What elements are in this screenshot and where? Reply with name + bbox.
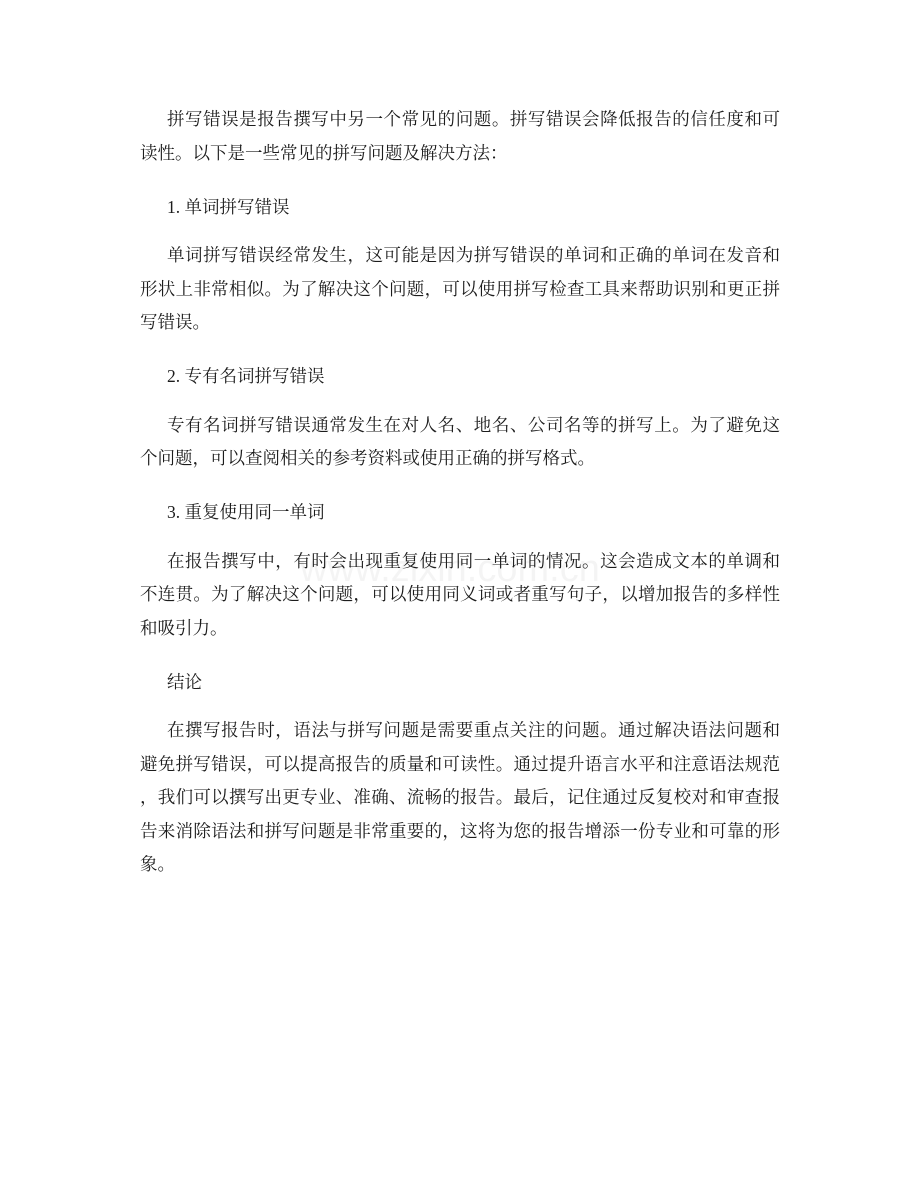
paragraph-line: ，我们可以撰写出更专业、准确、流畅的报告。最后，记住通过反复校对和审查报: [140, 787, 780, 807]
document-body: [140, 103, 780, 902]
section-heading-3: [140, 496, 780, 530]
section-heading-1: [140, 191, 780, 225]
heading-text: 结论: [167, 671, 202, 692]
section-3-paragraph: [140, 545, 780, 646]
paragraph-line: 写错误。: [140, 312, 210, 332]
paragraph-line: 不连贯。为了解决这个问题，可以使用同义词或者重写句子，以增加报告的多样性: [140, 584, 780, 604]
paragraph-line: 专有名词拼写错误通常发生在对人名、地名、公司名等的拼写上。为了避免这: [167, 414, 780, 435]
section-heading-2: [140, 360, 780, 394]
intro-paragraph: [140, 103, 780, 170]
paragraph-line: 形状上非常相似。为了解决这个问题，可以使用拼写检查工具来帮助识别和更正拼: [140, 278, 780, 299]
heading-text: 3. 重复使用同一单词: [167, 502, 325, 522]
conclusion-paragraph: [140, 714, 780, 882]
paragraph-line: 告来消除语法和拼写问题是非常重要的，这将为您的报告增添一份专业和可靠的形: [140, 820, 780, 841]
conclusion-heading: [140, 666, 780, 700]
heading-text: 1. 单词拼写错误: [167, 196, 290, 217]
paragraph-line: 单词拼写错误经常发生，这可能是因为拼写错误的单词和正确的单词在发音和: [167, 245, 780, 265]
paragraph-line: 和吸引力。: [140, 617, 228, 638]
paragraph-line: 读性。以下是一些常见的拼写问题及解决方法：: [140, 142, 508, 163]
paragraph-line: 象。: [140, 854, 175, 874]
heading-text: 2. 专有名词拼写错误: [167, 366, 325, 386]
paragraph-line: 拼写错误是报告撰写中另一个常见的问题。拼写错误会降低报告的信任度和可: [167, 109, 780, 129]
paragraph-line: 避免拼写错误，可以提高报告的质量和可读性。通过提升语言水平和注意语法规范: [140, 753, 780, 774]
section-2-paragraph: [140, 409, 780, 476]
paragraph-line: 在撰写报告时，语法与拼写问题是需要重点关注的问题。通过解决语法问题和: [167, 720, 780, 740]
paragraph-line: 个问题，可以查阅相关的参考资料或使用正确的拼写格式。: [140, 448, 595, 468]
paragraph-line: 在报告撰写中，有时会出现重复使用同一单词的情况。这会造成文本的单调和: [167, 550, 780, 571]
section-1-paragraph: [140, 239, 780, 340]
